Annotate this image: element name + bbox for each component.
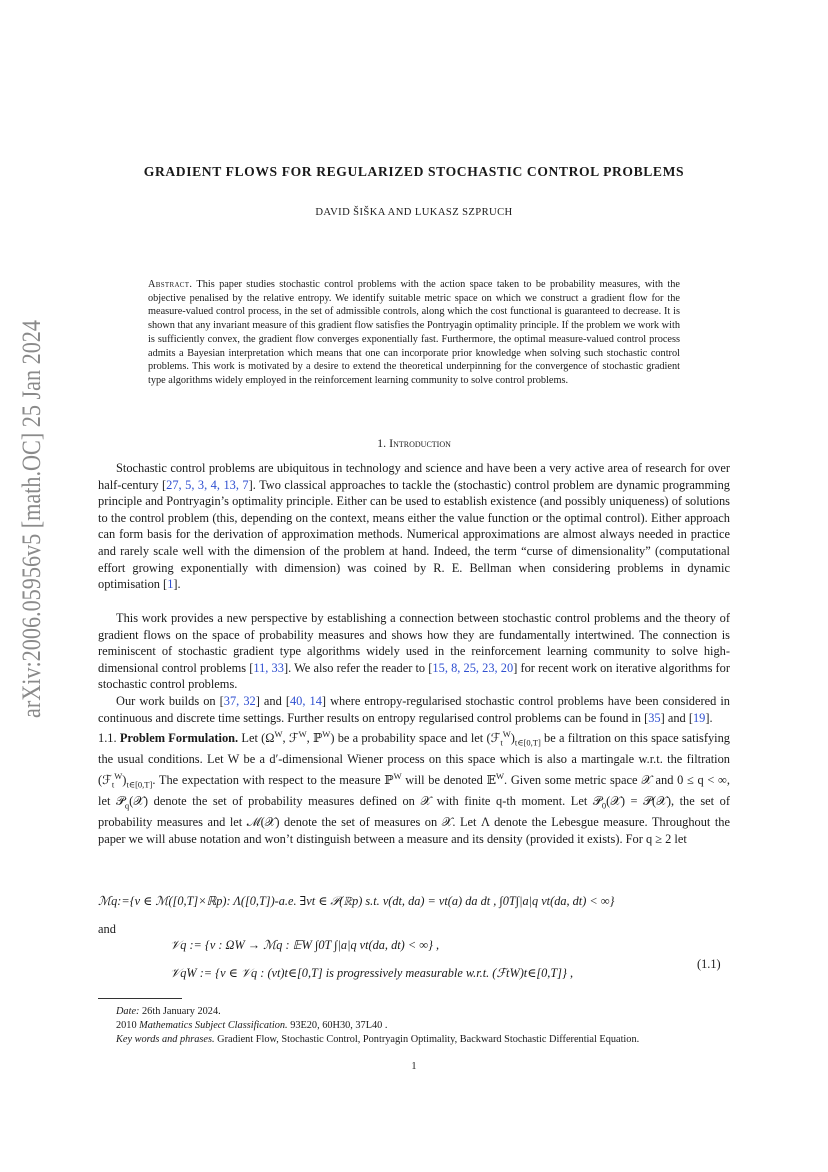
citation-link[interactable]: 15, 8, 25, 23, 20 [432,660,514,675]
citation-link[interactable]: 35 [648,710,661,725]
footnote-date: Date: 26th January 2024. [116,1006,221,1017]
citation-link[interactable]: 1 [167,577,174,592]
footnote-keywords: Key words and phrases. Gradient Flow, Stochastic Control, Pontryagin Optimality, Backward Stochastic Differential Equation. [116,1034,640,1045]
connector-text: and [98,922,116,936]
footnotes [98,1005,730,1047]
citation-link[interactable]: 19 [692,710,706,725]
arxiv-stamp-text: arXiv:2006.05956v5 [math.OC] 25 Jan 2024 [16,318,46,718]
page-number: 1 [411,1061,417,1072]
equation-number: (1.1) [697,957,721,971]
citation-link[interactable]: 37, 32 [223,694,256,708]
section-title: Introduction [389,436,451,450]
intro-paragraph-1: Stochastic control problems are ubiquitous in technology and science and have been a very active area of research for over half-century [27, 5, 3, 4, 13, 7]. Two classical approaches to tackle the (stochastic) control problem are dynamic programming principle and Pontryagin’s optimality principle. Either can be used to establish existence (and possibly uniqueness) of solutions to the control problem (this, depending on the context, means either the value function or the optimal control). Either approach can form basis for the derivation of approximation methods. Numerical approximations are almost always needed in practice and rarely scale well with the dimension of the problem at hand. Indeed, the term “curse of dimensionality” (computational effort growing exponentially with dimension) was coined by R. E. Bellman when considering problems in dynamic optimisation [1]. [98,461,730,592]
section-heading [98,436,730,451]
section-number: 1. [377,436,387,450]
problem-formulation-paragraph: 1.1. Problem Formulation. Let ($\Omega^W$, ℱ$^W$, ℙ$^W$) be a probability space and let $(ℱ_t^W)_{t\in[0,T]}$ be a filtration on this space satisfying the usual conditions. Let W be a d′-dimensional Wiener process on this space which is also a martingale w.r.t. the filtration $(ℱ_t^W)_{t\in[0,T]}$. The expectation with respect to the measure ℙ$^W$ will be denoted 𝔼$^W$. Given some metric space 𝒳 and 0 ≤ q < ∞, let 𝒫$_q$(𝒳) denote the set of probability measures defined on 𝒳 with finite q-th moment. Let 𝒫$_0$(𝒳) = 𝒫(𝒳), the set of probability measures and let ℳ(𝒳) denote the set of measures on 𝒳. Let Λ denote the Lebesgue measure. Throughout the paper we will abuse notation and won’t distinguish between a measure and its density (provided it exists). For q ≥ 2 let [98,729,731,846]
footnote-rule [98,998,182,999]
subsection-title: Problem Formulation. [119,731,239,746]
subsection-number: 1.1. [98,731,117,746]
equation-v-q-w: 𝒱qW := {ν ∈ 𝒱q : (νt)t∈[0,T] is progressively measurable w.r.t. (ℱtW)t∈[0,T]} , [170,966,574,980]
citation-link[interactable]: 27, 5, 3, 4, 13, 7 [166,477,249,492]
citation-link[interactable]: 11, 33 [253,660,284,675]
paper-title: GRADIENT FLOWS FOR REGULARIZED STOCHASTIC CONTROL PROBLEMS [143,164,685,179]
abstract-text: This paper studies stochastic control problems with the action space taken to be probability measures, with the objective penalised by the relative entropy. We identify suitable metric space on which we construct a gradient flow for the measure-valued control process, in the set of admissible controls, along which the cost functional is guaranteed to decrease. It is shown that any invariant measure of this gradient flow satisfies the Pontryagin optimality principle. If the problem we work with is sufficiently convex, the gradient flow converges exponentially fast. Furthermore, the optimal measure-valued control process admits a Bayesian interpretation which means that one can incorporate prior knowledge when solving such stochastic control problems. This work is motivated by a desire to extend the theoretical underpinning for the convergence of stochastic gradient type algorithms widely employed in the reinforcement learning community to solve control problems. [148,279,681,386]
equation-v-q: 𝒱q := {ν : ΩW → ℳq : 𝔼W ∫0T ∫|a|q νt(da, dt) < ∞} , [170,938,440,952]
abstract [148,278,680,388]
abstract-label: Abstract. [148,279,193,290]
equation-m-q: ℳq:={ν ∈ ℳ([0,T]×ℝp): Λ([0,T])-a.e. ∃νt ∈ 𝒫(ℝp) s.t. ν(dt, da) = νt(a) da dt , ∫0T∫|a|q νt(da, dt) < ∞} [98,894,615,908]
paper-authors: DAVID ŠIŠKA AND LUKASZ SZPRUCH [315,207,513,218]
intro-paragraph-3: Our work builds on [37, 32] and [40, 14] where entropy-regularised stochastic control problems have been considered in continuous and discrete time settings. Further results on entropy regularised control problems can be found in [35] and [19]. [98,694,731,725]
citation-link[interactable]: 40, 14 [289,694,322,708]
intro-paragraph-2: This work provides a new perspective by establishing a connection between stochastic control problems and the theory of gradient flows on the space of probability measures and shows how they are fundamentally intertwined. The connection is reminiscent of stochastic gradient type algorithms widely used in the reinforcement learning community to solve high-dimensional control problems [11, 33]. We also refer the reader to [15, 8, 25, 23, 20] for recent work on iterative algorithms for stochastic control problems. [98,611,730,692]
arxiv-stamp [10,318,50,718]
footnote-msc: 2010 Mathematics Subject Classification. 93E20, 60H30, 37L40 . [116,1020,388,1031]
